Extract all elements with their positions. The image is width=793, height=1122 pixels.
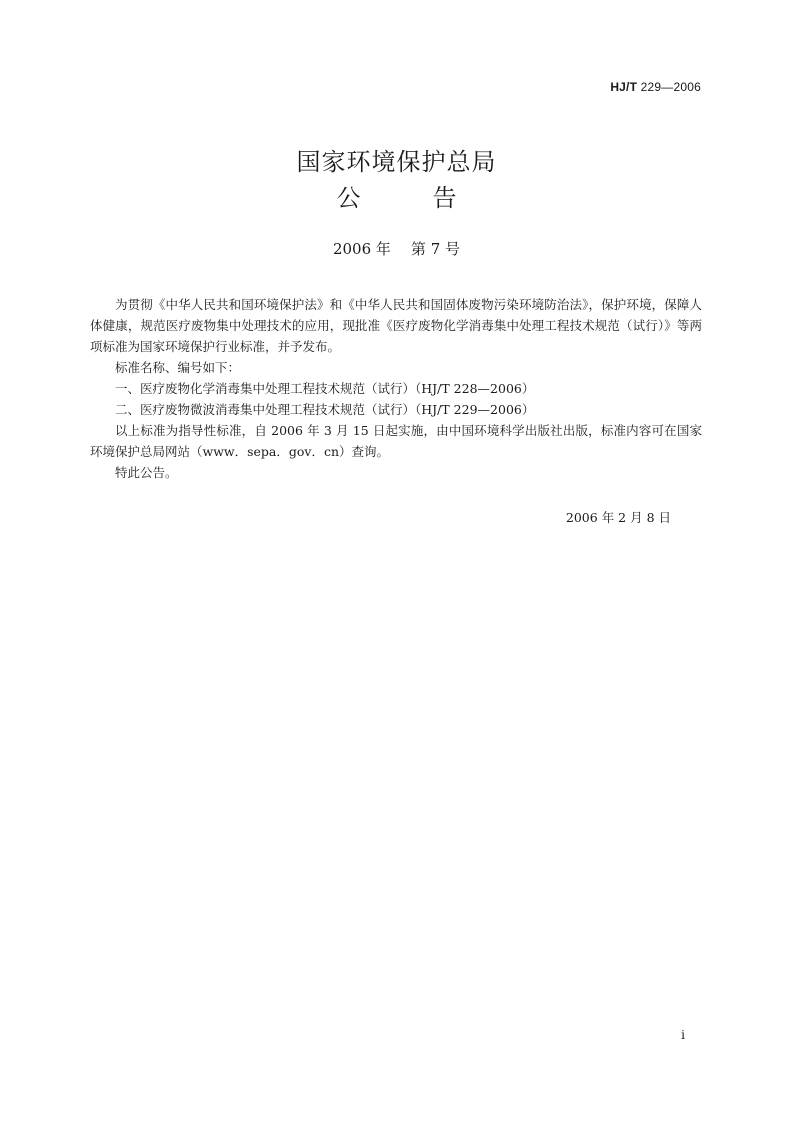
body-paragraph: 一、医疗废物化学消毒集中处理工程技术规范（试行）（HJ/T 228—2006）: [115, 381, 535, 396]
issue-number-line: [0, 238, 793, 259]
standard-code-number: 229—2006: [640, 80, 701, 94]
body-paragraph: 特此公告。: [115, 465, 178, 480]
standard-code-prefix: HJ/T: [610, 80, 638, 94]
standard-code: [610, 80, 701, 94]
issue-year: 2006 年: [332, 240, 391, 258]
page-number: i: [681, 1028, 685, 1042]
issue-number: 第 7 号: [410, 240, 461, 258]
body-paragraph: 以上标准为指导性标准，自 2006 年 3 月 15 日起实施，由中国环境科学出版社出版，标准内容可在国家环境保护总局网站（www．sepa．gov．cn）查询。: [90, 423, 702, 459]
announcement-heading: [0, 178, 793, 213]
issue-date: 2006 年 2 月 8 日: [565, 510, 671, 525]
announcement-body: [90, 294, 702, 483]
announcement-char-2: 告: [432, 184, 457, 212]
announcement-char-1: 公: [336, 184, 361, 212]
body-paragraph: 标准名称、编号如下：: [115, 360, 241, 375]
body-paragraph: 二、医疗废物微波消毒集中处理工程技术规范（试行）（HJ/T 229—2006）: [115, 402, 535, 417]
body-paragraph: 为贯彻《中华人民共和国环境保护法》和《中华人民共和国固体废物污染环境防治法》，保护环境，保障人体健康，规范医疗废物集中处理技术的应用，现批准《医疗废物化学消毒集中处理工程技术规范（试行）》等两项标准为国家环境保护行业标准，并予发布。: [90, 297, 702, 354]
agency-title: 国家环境保护总局: [296, 148, 497, 176]
